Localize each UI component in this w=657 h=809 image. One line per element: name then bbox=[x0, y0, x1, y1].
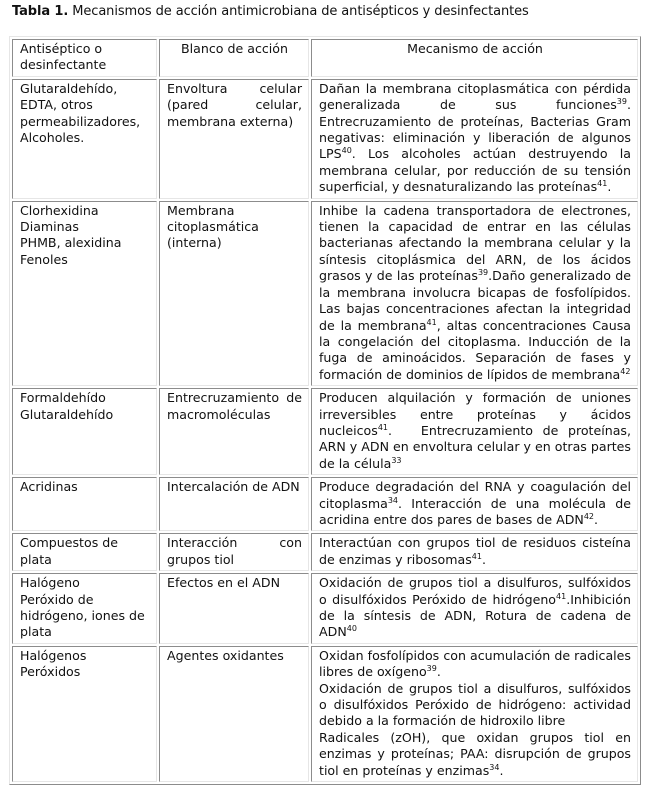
mechanism-text: . Interacción de una molécula de acridina entre dos pares de bases de ADN bbox=[319, 495, 631, 527]
mechanism-text: . bbox=[499, 762, 504, 778]
header-mechanism: Mecanismo de acción bbox=[311, 39, 638, 77]
reference-number: 33 bbox=[391, 455, 402, 465]
mechanism-paragraph bbox=[319, 648, 631, 681]
agent-name: PHMB, alexidina bbox=[20, 235, 122, 251]
table-row bbox=[12, 477, 638, 531]
mechanism-paragraph bbox=[319, 730, 631, 779]
mechanism-text: Oxidan fosfolípidos con acumulación de radicales libres de oxígeno bbox=[319, 647, 631, 680]
mechanism-text: . Entrecruzamiento de proteínas, ARN y ADN en envoltura celular y en otras partes de la célula bbox=[319, 422, 631, 471]
mechanism-text: Oxidación de grupos tiol a disulfuros, sulfóxidos o disulfóxidos Peróxido de hidrógeno: actividad debido a la formación de hidroxilo libre bbox=[319, 680, 631, 729]
reference-number: 34 bbox=[387, 495, 399, 505]
table-row bbox=[12, 573, 638, 644]
mechanisms-table bbox=[9, 36, 641, 785]
table-header-row bbox=[12, 39, 638, 77]
mechanism-text: . bbox=[481, 551, 486, 567]
table-label: Tabla 1. bbox=[12, 4, 69, 19]
agent-name: Peróxido de hidrógeno, iones de plata bbox=[20, 591, 145, 640]
agent-cell bbox=[12, 201, 157, 386]
agent-name: Fenoles bbox=[20, 251, 68, 267]
agent-name: Diaminas bbox=[20, 219, 79, 235]
mechanism-paragraph bbox=[319, 681, 631, 730]
target-cell: Agentes oxidantes bbox=[159, 646, 309, 782]
mechanism-cell bbox=[311, 201, 638, 386]
reference-number: 34 bbox=[489, 762, 500, 772]
mechanism-cell bbox=[311, 79, 638, 199]
target-cell: Interacción con grupos tiol bbox=[159, 533, 309, 571]
table-row bbox=[12, 201, 638, 386]
reference-number: 41 bbox=[426, 317, 437, 327]
target-cell: Intercalación de ADN bbox=[159, 477, 309, 531]
mechanism-cell bbox=[311, 573, 638, 644]
reference-number: 42 bbox=[620, 366, 631, 376]
header-agent: Antiséptico o desinfectante bbox=[12, 39, 157, 77]
agent-name: Peróxidos bbox=[20, 664, 81, 680]
mechanism-text: Interactúan con grupos tiol de residuos cisteína de enzimas y ribosomas bbox=[319, 535, 631, 567]
reference-number: 40 bbox=[346, 624, 357, 634]
mechanism-text: Dañan la membrana citoplasmática con pérdida generalizada de sus funciones bbox=[319, 80, 631, 113]
reference-number: 41 bbox=[471, 551, 482, 561]
table-row bbox=[12, 533, 638, 571]
agent-name: Halógenos bbox=[20, 647, 87, 663]
agent-name: Halógeno bbox=[20, 575, 80, 591]
agent-cell bbox=[12, 646, 157, 782]
agent-cell bbox=[12, 573, 157, 644]
agent-name: Acridinas bbox=[20, 479, 78, 495]
agent-name: Compuestos de plata bbox=[20, 535, 119, 567]
mechanism-cell bbox=[311, 477, 638, 531]
agent-cell bbox=[12, 477, 157, 531]
table-row bbox=[12, 79, 638, 199]
target-cell: Membrana citoplasmática (interna) bbox=[159, 201, 309, 386]
agent-cell bbox=[12, 388, 157, 475]
mechanism-text: Oxidación de grupos tiol a disulfuros, sulfóxidos o disulfóxidos Peróxido de hidrógeno bbox=[319, 575, 631, 607]
header-target: Blanco de acción bbox=[159, 39, 309, 77]
mechanism-cell bbox=[311, 388, 638, 475]
agent-name: Formaldehído bbox=[20, 390, 106, 406]
reference-number: 42 bbox=[583, 511, 595, 521]
table-caption bbox=[12, 3, 529, 20]
reference-number: 41 bbox=[377, 422, 389, 432]
mechanism-text: , altas concentraciones Causa la congelación del citoplasma. Inducción de la fuga de aminoácidos. Separación de fases y formación de dominios de lípidos de membrana bbox=[319, 317, 631, 382]
mechanism-text: . Entrecruzamiento de proteínas, Bacterias Gram negativas: eliminación y liberación de algunos LPS bbox=[319, 97, 631, 162]
reference-number: 41 bbox=[556, 591, 567, 601]
reference-number: 39 bbox=[426, 664, 437, 674]
mechanism-text: .Inhibición de la síntesis de ADN, Rotura de cadena de ADN bbox=[319, 591, 631, 640]
reference-number: 41 bbox=[597, 179, 608, 189]
reference-number: 39 bbox=[616, 97, 627, 107]
mechanism-text: . bbox=[594, 511, 599, 527]
agent-name: Clorhexidina bbox=[20, 202, 99, 218]
mechanism-cell bbox=[311, 533, 638, 571]
target-cell: Efectos en el ADN bbox=[159, 573, 309, 644]
mechanism-text: Produce degradación del RNA y coagulación del citoplasma bbox=[319, 479, 631, 511]
mechanism-text: Inhibe la cadena transportadora de electrones, tienen la capacidad de entrar en las células bacterianas afectando la membrana celular y la síntesis citoplásmica del ARN, de los ácidos grasos y de las proteínas bbox=[319, 202, 631, 284]
reference-number: 40 bbox=[341, 146, 352, 156]
target-cell: Envoltura celular (pared celular, membrana externa) bbox=[159, 79, 309, 199]
table-row bbox=[12, 646, 638, 782]
table-row bbox=[12, 388, 638, 475]
mechanism-text: . bbox=[436, 664, 441, 680]
agent-cell bbox=[12, 533, 157, 571]
reference-number: 39 bbox=[477, 268, 489, 278]
agent-name: Glutaraldehído bbox=[20, 406, 114, 422]
agent-cell bbox=[12, 79, 157, 199]
mechanism-text: Radicales (zOH), que oxidan grupos tiol en enzimas y proteínas; PAA: disrupción de grupos tiol en proteínas y enzimas bbox=[319, 729, 631, 778]
mechanism-text: Producen alquilación y formación de uniones irreversibles entre proteínas y ácidos nucleicos bbox=[319, 390, 631, 438]
mechanism-text: . bbox=[607, 179, 612, 195]
mechanism-cell bbox=[311, 646, 638, 782]
target-cell: Entrecruzamiento de macromoléculas bbox=[159, 388, 309, 475]
mechanism-text: . Los alcoholes actúan destruyendo la membrana celular, por reducción de su tensión superficial, y desnaturalizando las proteínas bbox=[319, 146, 631, 195]
mechanism-text: .Daño generalizado de la membrana involucra bicapas de fosfolípidos. Las bajas concentraciones afectan la integridad de la membrana bbox=[319, 268, 632, 333]
table-title: Mecanismos de acción antimicrobiana de antisépticos y desinfectantes bbox=[68, 4, 529, 19]
agent-name: Glutaraldehído, EDTA, otros permeabilizadores, Alcoholes. bbox=[20, 80, 141, 146]
